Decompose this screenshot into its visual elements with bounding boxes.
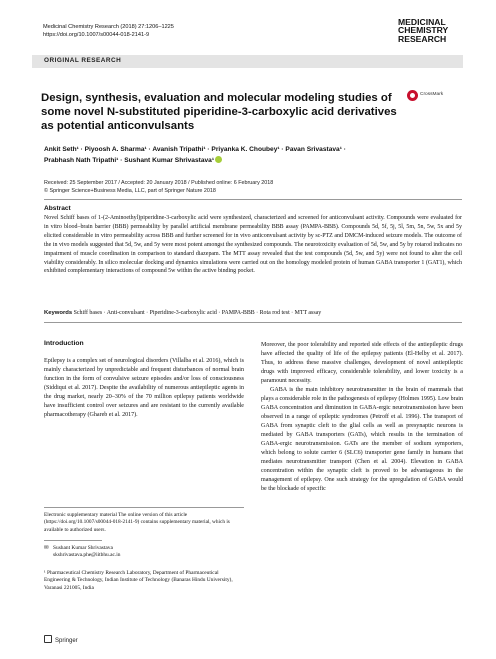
envelope-icon: ✉ xyxy=(44,545,49,551)
body-column-right xyxy=(261,341,463,494)
paragraph: GABA is the main inhibitory neurotransmitter in the brain of mammals that plays a considerable role in the pathogenesis of epilepsy (Holmes 1995). Low brain GABA concentration and diminution in GABA-ergic neurotransmission have been observed in a range of epileptic syndromes (Petroff et al. 1996). The transport of GABA from synaptic cleft to the glial cells as well as presynaptic neurons is mediated by GABA transporters (GATs), which results in the termination of GABA-ergic neurotransmission. GATs are the member of sodium symporters, which belong to solute carrier 6 (SLC6) transporter gene family in humans that mediates neurotransmitter transport (Chen et al. 2004). Elevation in GABA concentration within the synaptic cleft is proved to be advantageous in the management of epilepsy. One such strategy for the upregulation of GABA would be the blockade of specific xyxy=(261,387,464,492)
keywords-text: Schiff bases · Anti-convulsant · Piperidine-3-carboxylic acid · PAMPA-BBB · Rota rod test · MTT assay xyxy=(73,310,322,316)
author-line-text: Prabhash Nath Tripathi¹ · Sushant Kumar Shrivastava¹ xyxy=(44,156,215,164)
journal-logo xyxy=(398,18,460,43)
logo-line: MEDICINAL xyxy=(398,17,446,27)
publisher-name: Springer xyxy=(55,638,78,644)
article-type: ORIGINAL RESEARCH xyxy=(44,57,122,64)
orcid-icon[interactable] xyxy=(215,156,222,163)
footnote-divider xyxy=(44,507,244,508)
springer-logo-icon xyxy=(44,635,52,643)
footnote-divider xyxy=(44,540,102,541)
logo-line: RESEARCH xyxy=(398,33,447,44)
journal-citation-line: Medicinal Chemistry Research (2018) 27:1206–1225 xyxy=(43,24,174,30)
article-title: Design, synthesis, evaluation and molecular modeling studies of some novel N-substituted piperidine-3-carboxylic acid derivatives as potential anticonvulsants xyxy=(41,92,397,132)
divider xyxy=(44,322,462,323)
divider xyxy=(44,199,462,200)
abstract-heading: Abstract xyxy=(44,205,71,212)
paragraph: Epilepsy is a complex set of neurological disorders (Villalba et al. 2016), which is mainly characterized by unpredictable and frequent disturbances of normal brain function in the form of convulsive seizure episodes and/or loss of consciousness (Siddiqui et al. 2017). Despite the availability of numerous antiepileptic agents in the drug market, nearly 20–30% of the 70 million epilepsy patients worldwide have insufficient control over seizures and are resistant to the currently available pharmacotherapy (Ghareb et al. 2017). xyxy=(44,358,244,418)
author-list xyxy=(44,145,424,166)
body-column-left xyxy=(44,357,244,420)
keywords xyxy=(44,309,462,317)
doi-link[interactable]: https://doi.org/10.1007/s00044-018-2141-9 xyxy=(43,32,150,38)
crossmark-icon xyxy=(407,90,418,101)
crossmark-badge[interactable] xyxy=(405,89,460,103)
affiliation: ¹ Pharmaceutical Chemistry Research Laboratory, Department of Pharmaceutical Engineering & Technology, Indian Institute of Technology (Banaras Hindu University), Varanasi 221005, India xyxy=(44,570,233,591)
paragraph: Moreover, the poor tolerability and reported side effects of the antiepileptic drugs have affected the quality of life of the epilepsy patients (El-Helby et al. 2017). Thus, to address these massive challenges, development of novel antiepileptic drugs with improved efficacy, considerable tolerability, and lower toxicity is a paramount necessity. xyxy=(261,342,463,384)
copyright: © Springer Science+Business Media, LLC, part of Springer Nature 2018 xyxy=(44,188,216,194)
keywords-label: Keywords xyxy=(44,310,73,316)
corresponding-author xyxy=(44,545,244,560)
logo-line: CHEMISTRY xyxy=(398,25,449,36)
journal-citation xyxy=(43,23,174,39)
author-line: Ankit Seth¹ · Piyoosh A. Sharma¹ · Avanish Tripathi¹ · Priyanka K. Choubey¹ · Pavan Srivastava¹ · xyxy=(44,146,346,153)
publisher-footer xyxy=(44,635,78,644)
article-dates xyxy=(44,179,273,195)
crossmark-label: CrossMark xyxy=(420,92,444,97)
corresponding-name: Sushant Kumar Shrivastava xyxy=(53,545,113,551)
abstract-text: Novel Schiff bases of 1-(2-Aminoethyl)piperidine-3-carboxylic acid were synthesized, characterized and screened for anticonvulsant activity. Compounds were evaluated for in vitro blood–brain barrier (BBB) permeability by parallel artificial membrane permeability BBB assay (PAMPA-BBB). Compounds 5d, 5f, 5j, 5l, 5m, 5n, 5w, 5x and 5y elicited considerable in vitro permeability across BBB and further screened for in vivo anticonvulsant activity by sc-PTZ and DMCM-induced seizure models. The outcome of the in vivo models suggested that 5d, 5w, and 5y were most potent amongst the synthesized compounds. The neurotoxicity evaluation of 5d, 5w, and 5y by rotarod indicates no impairment of muscle coordination in comparison to standard diazepam. The MTT assay revealed that the test compounds (5d, 5w, and 5y) were not found to alter the cell viability considerably. In silico molecular docking and dynamics simulations were carried out on the homology modeled protein of human GABA transporter 1 (GAT1), which exhibited complementary interactions of compound 5w within the active binding pocket. xyxy=(44,215,462,275)
author-line xyxy=(44,156,424,167)
history-dates: Received: 25 September 2017 / Accepted: 20 January 2018 / Published online: 6 February 2018 xyxy=(44,180,274,186)
supplementary-note: Electronic supplementary material The online version of this article (https://doi.org/10.1007/s00044-018-2141-9) contains supplementary material, which is available to authorized users. xyxy=(44,512,230,533)
section-heading: Introduction xyxy=(44,340,84,347)
corresponding-email[interactable]: skshrivastava.phe@iitbhu.ac.in xyxy=(53,552,121,559)
